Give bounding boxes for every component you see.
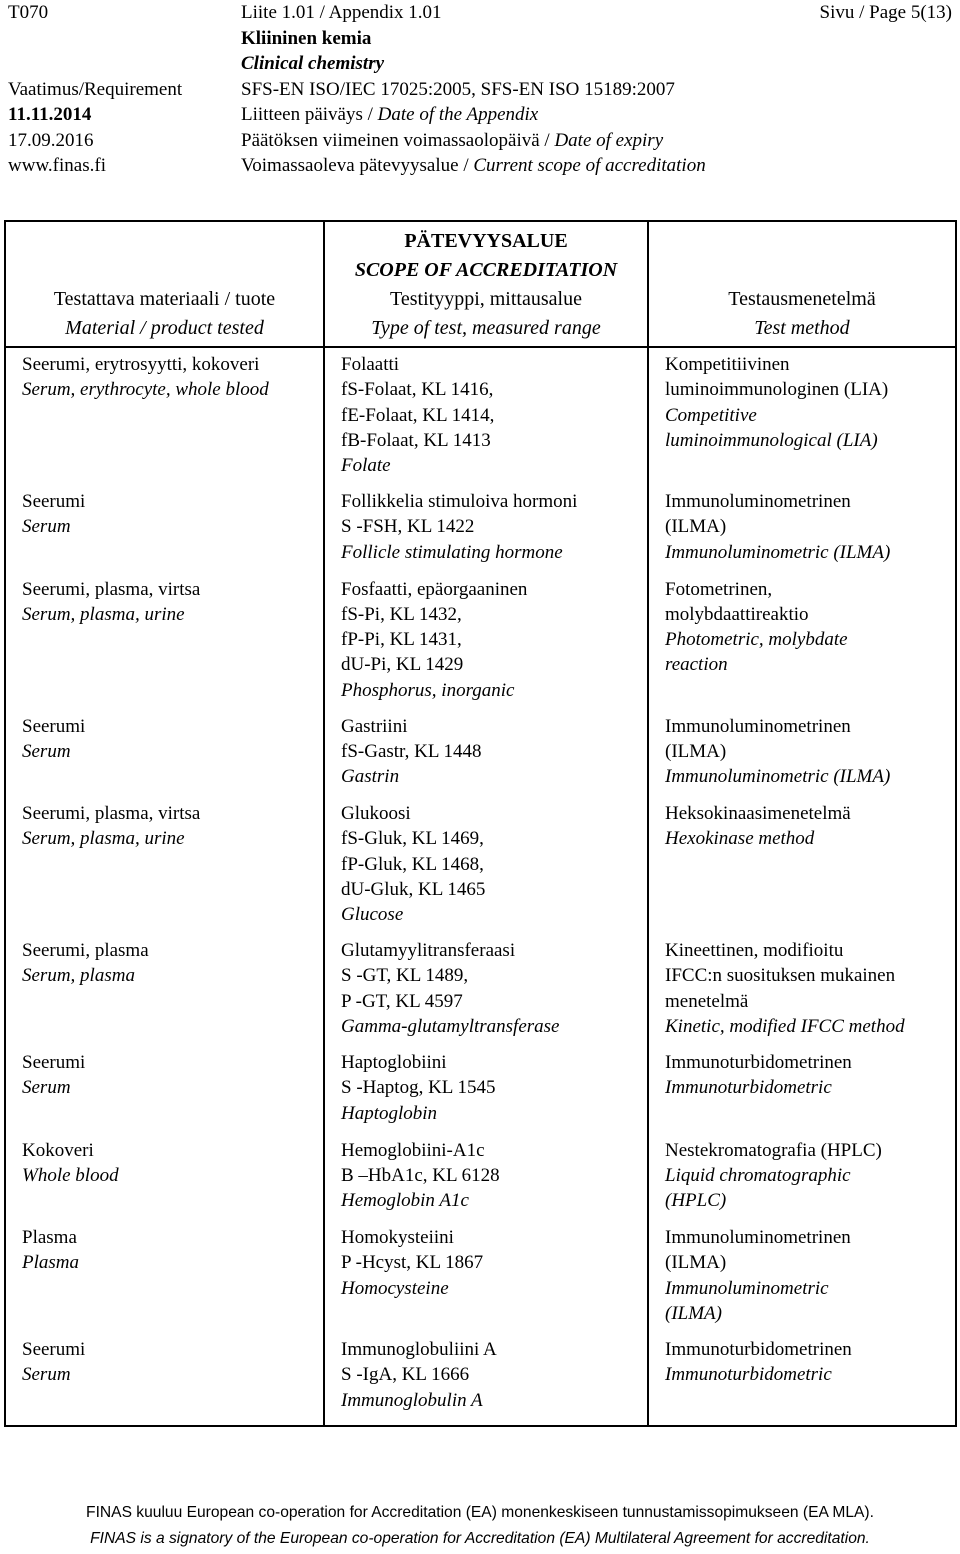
test-line: Follikkelia stimuloiva hormoni	[341, 491, 578, 512]
test-line: Immunoglobulin A	[341, 1389, 483, 1411]
method-column	[648, 347, 956, 1426]
method-entry-1	[665, 352, 947, 489]
method-line: Immunoluminometric (ILMA)	[665, 766, 891, 788]
test-entry-4	[341, 714, 639, 802]
method-entry-3	[665, 577, 947, 714]
header-row-2	[8, 26, 952, 52]
expiry-date: 17.09.2016	[8, 129, 94, 151]
method-line: (HPLC)	[665, 1190, 727, 1212]
test-line: Glutamyylitransferaasi	[341, 940, 516, 961]
method-line: molybdaattireaktio	[665, 603, 809, 625]
requirement-label: Vaatimus/Requirement	[8, 78, 183, 100]
method-entry-7	[665, 1050, 947, 1138]
requirement-standards: SFS-EN ISO/IEC 17025:2005, SFS-EN ISO 15189:2007	[241, 78, 675, 100]
appendix-number: Liite 1.01 / Appendix 1.01	[241, 2, 442, 23]
test-entry-5	[341, 801, 639, 938]
test-line: Homokysteiini	[341, 1227, 454, 1248]
method-entry-9	[665, 1225, 947, 1337]
test-line: Glucose	[341, 904, 404, 926]
method-line: Immunoluminometric	[665, 1277, 829, 1299]
method-line: Kinetic, modified IFCC method	[665, 1015, 905, 1037]
material-line: Serum	[22, 1364, 71, 1386]
header-row-4	[8, 77, 952, 103]
method-entry-2	[665, 489, 947, 577]
material-line: Plasma	[22, 1252, 79, 1274]
material-entry-9	[22, 1225, 315, 1337]
test-line: Haptoglobin	[341, 1102, 438, 1124]
header-row-5	[8, 102, 952, 128]
material-line: Seerumi, plasma, virtsa	[22, 578, 201, 600]
col1-en: Material / product tested	[65, 317, 264, 339]
method-line: Photometric, molybdate	[665, 629, 848, 651]
test-entry-6	[341, 938, 639, 1050]
material-line: Serum, plasma, urine	[22, 828, 185, 850]
col3-fi: Testausmenetelmä	[728, 288, 876, 310]
test-line: Folate	[341, 455, 391, 477]
material-line: Serum, plasma, urine	[22, 603, 185, 625]
material-entry-10	[22, 1337, 315, 1425]
method-line: Liquid chromatographic	[665, 1164, 851, 1186]
material-entry-1	[22, 352, 315, 489]
method-line: Immunoturbidometric	[665, 1077, 832, 1099]
material-line: Serum, erythrocyte, whole blood	[22, 379, 269, 401]
method-line: Immunoturbidometrinen	[665, 1339, 852, 1360]
scope-table	[4, 220, 957, 1427]
material-line: Seerumi, plasma, virtsa	[22, 803, 201, 824]
test-line: Fosfaatti, epäorgaaninen	[341, 578, 528, 600]
test-line: fP-Gluk, KL 1468,	[341, 853, 484, 875]
test-line: fS-Gluk, KL 1469,	[341, 828, 484, 850]
method-entry-5	[665, 801, 947, 938]
col-header-material	[5, 221, 324, 347]
material-entry-3	[22, 577, 315, 714]
method-line: luminoimmunologinen (LIA)	[665, 379, 889, 401]
material-entry-4	[22, 714, 315, 802]
col2-fi: Testityyppi, mittausalue	[390, 288, 582, 310]
method-line: Immunoluminometrinen	[665, 1227, 851, 1248]
method-entry-4	[665, 714, 947, 802]
appendix-date-label: Liitteen päiväys / Date of the Appendix	[241, 104, 539, 125]
field-fi: Kliininen kemia	[241, 27, 372, 49]
material-entry-5	[22, 801, 315, 938]
test-line: Gastrin	[341, 766, 400, 788]
method-line: Fotometrinen,	[665, 578, 773, 600]
footer-fi: FINAS kuuluu European co-operation for Accreditation (EA) monenkeskiseen tunnustamissopimukseen (EA MLA).	[86, 1504, 874, 1521]
test-line: Follicle stimulating hormone	[341, 541, 563, 563]
method-line: Kineettinen, modifioitu	[665, 940, 844, 961]
document-code: T070	[8, 2, 49, 23]
test-line: fS-Gastr, KL 1448	[341, 740, 482, 762]
method-line: Competitive	[665, 404, 757, 426]
test-line: Phosphorus, inorganic	[341, 679, 515, 701]
material-entry-2	[22, 489, 315, 577]
material-line: Serum	[22, 740, 71, 762]
material-entry-8	[22, 1138, 315, 1226]
test-entry-8	[341, 1138, 639, 1226]
material-line: Seerumi	[22, 715, 86, 737]
col1-fi: Testattava materiaali / tuote	[53, 288, 276, 310]
material-line: Seerumi	[22, 491, 86, 512]
method-line: (ILMA)	[665, 740, 727, 762]
test-line: P -Hcyst, KL 1867	[341, 1252, 484, 1274]
material-line: Kokoveri	[22, 1139, 94, 1161]
method-line: IFCC:n suosituksen mukainen	[665, 965, 896, 987]
method-line: Immunoluminometric (ILMA)	[665, 541, 891, 563]
table-body-row	[5, 347, 956, 1426]
col2-en: Type of test, measured range	[371, 317, 601, 339]
header-row-6	[8, 128, 952, 154]
method-line: (ILMA)	[665, 1302, 722, 1324]
header-row-7	[8, 153, 952, 179]
test-entry-2	[341, 489, 639, 577]
method-line: Kompetitiivinen	[665, 354, 790, 375]
test-line: fP-Pi, KL 1431,	[341, 629, 462, 651]
test-line: Hemoglobiini-A1c	[341, 1139, 485, 1161]
test-line: fE-Folaat, KL 1414,	[341, 404, 495, 426]
finas-url[interactable]: www.finas.fi	[8, 155, 106, 176]
test-line: Gastriini	[341, 715, 408, 737]
footer-en: FINAS is a signatory of the European co-operation for Accreditation (EA) Multilateral Agreement for accreditation.	[90, 1530, 870, 1547]
test-line: Haptoglobiini	[341, 1052, 447, 1073]
material-entry-6	[22, 938, 315, 1050]
header-row-1	[8, 0, 952, 26]
test-entry-3	[341, 577, 639, 714]
test-line: dU-Pi, KL 1429	[341, 654, 464, 676]
material-line: Seerumi	[22, 1339, 86, 1360]
scope-fi: PÄTEVYYSALUE	[404, 230, 568, 252]
method-line: reaction	[665, 654, 728, 676]
test-line: Homocysteine	[341, 1277, 449, 1299]
method-line: Immunoturbidometric	[665, 1364, 832, 1386]
test-line: Gamma-glutamyltransferase	[341, 1015, 560, 1037]
method-line: luminoimmunological (LIA)	[665, 429, 878, 451]
test-line: B –HbA1c, KL 6128	[341, 1164, 500, 1186]
test-line: S -IgA, KL 1666	[341, 1364, 470, 1386]
test-line: fB-Folaat, KL 1413	[341, 429, 491, 451]
method-entry-10	[665, 1337, 947, 1425]
col-header-method	[648, 221, 956, 347]
method-line: Immunoluminometrinen	[665, 715, 851, 737]
test-entry-9	[341, 1225, 639, 1337]
material-line: Serum	[22, 516, 71, 538]
field-en: Clinical chemistry	[241, 53, 385, 74]
method-line: Heksokinaasimenetelmä	[665, 803, 851, 824]
material-line: Seerumi, erytrosyytti, kokoveri	[22, 354, 260, 375]
test-line: fS-Pi, KL 1432,	[341, 603, 462, 625]
test-line: Immunoglobuliini A	[341, 1339, 497, 1360]
expiry-date-label: Päätöksen viimeinen voimassaolopäivä / Date of expiry	[241, 129, 664, 151]
test-line: Folaatti	[341, 354, 400, 375]
method-line: menetelmä	[665, 990, 749, 1012]
material-line: Whole blood	[22, 1164, 119, 1186]
table-header-row	[5, 221, 956, 347]
test-line: S -GT, KL 1489,	[341, 965, 469, 987]
header-row-3	[8, 51, 952, 77]
method-line: Hexokinase method	[665, 828, 815, 850]
col-header-test	[324, 221, 648, 347]
test-entry-10	[341, 1337, 639, 1425]
material-line: Plasma	[22, 1227, 77, 1248]
scope-label: Voimassaoleva pätevyysalue / Current scope of accreditation	[241, 155, 706, 176]
method-entry-6	[665, 938, 947, 1050]
method-line: (ILMA)	[665, 516, 727, 538]
test-line: dU-Gluk, KL 1465	[341, 878, 486, 900]
test-line: S -Haptog, KL 1545	[341, 1077, 496, 1099]
test-line: Glukoosi	[341, 803, 411, 824]
appendix-date: 11.11.2014	[8, 104, 92, 125]
test-line: S -FSH, KL 1422	[341, 516, 475, 538]
col3-en: Test method	[754, 317, 850, 339]
document-header	[8, 0, 952, 179]
page-number: Sivu / Page 5(13)	[819, 2, 952, 23]
footer	[0, 1500, 960, 1552]
test-line: fS-Folaat, KL 1416,	[341, 379, 494, 401]
method-line: (ILMA)	[665, 1252, 727, 1274]
material-entry-7	[22, 1050, 315, 1138]
test-entry-1	[341, 352, 639, 489]
scope-en: SCOPE OF ACCREDITATION	[354, 259, 618, 281]
test-entry-7	[341, 1050, 639, 1138]
material-line: Serum	[22, 1077, 71, 1099]
material-line: Serum, plasma	[22, 965, 135, 987]
material-line: Seerumi, plasma	[22, 940, 149, 961]
material-column	[5, 347, 324, 1426]
test-line: P -GT, KL 4597	[341, 990, 463, 1012]
test-line: Hemoglobin A1c	[341, 1190, 469, 1212]
test-column	[324, 347, 648, 1426]
method-line: Immunoturbidometrinen	[665, 1052, 852, 1073]
method-line: Nestekromatografia (HPLC)	[665, 1139, 882, 1161]
method-entry-8	[665, 1138, 947, 1226]
method-line: Immunoluminometrinen	[665, 491, 851, 512]
material-line: Seerumi	[22, 1052, 86, 1073]
